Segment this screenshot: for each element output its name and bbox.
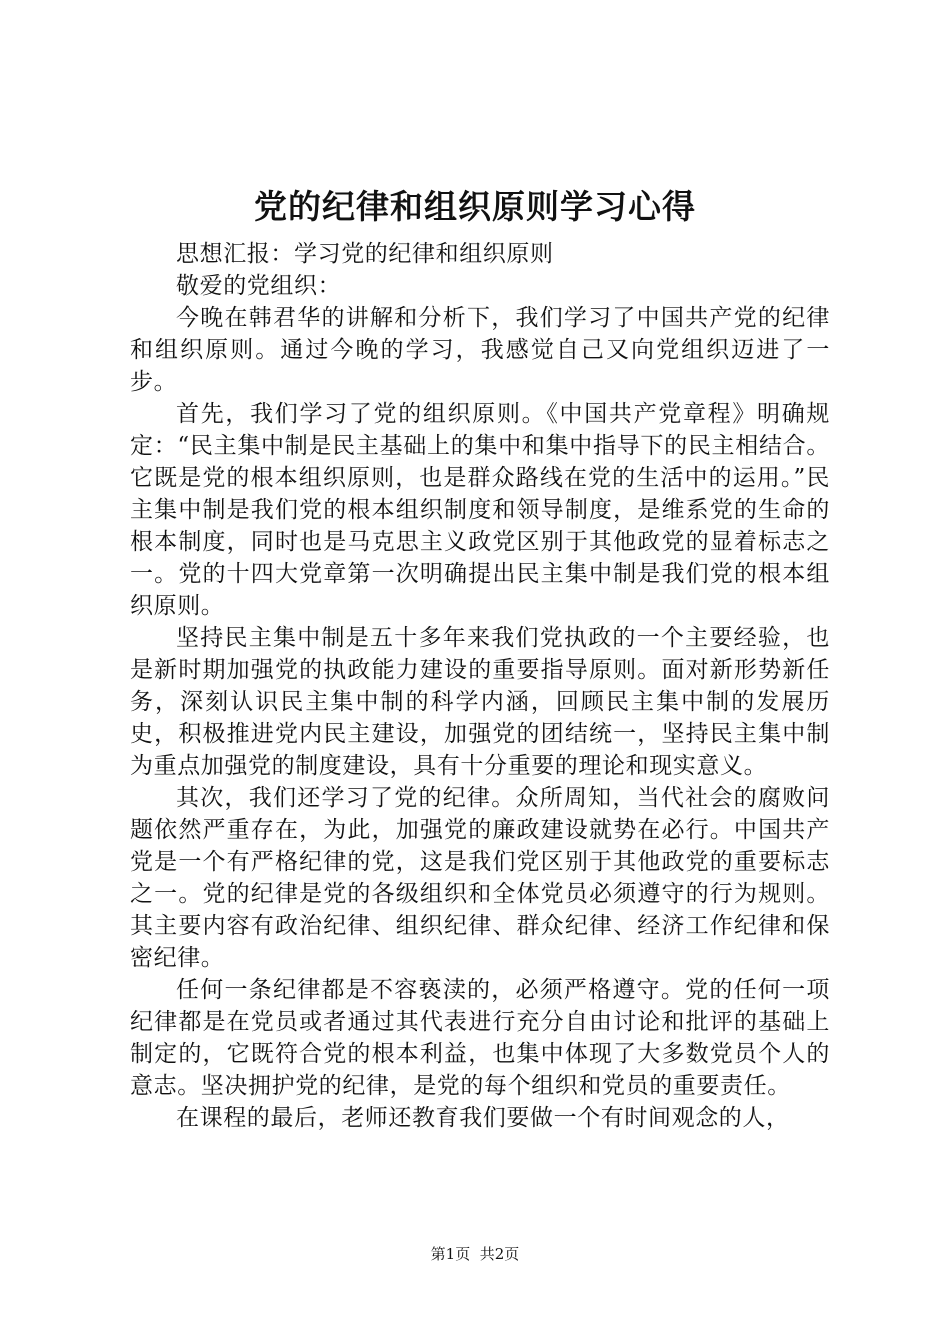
document-body bbox=[130, 238, 830, 1134]
paragraph: 在课程的最后，老师还教育我们要做一个有时间观念的人， bbox=[176, 1105, 790, 1131]
paragraph: 任何一条纪律都是不容亵渎的，必须严格遵守。党的任何一项纪律都是在党员或者通过其代表进行充分自由讨论和批评的基础上制定的，它既符合党的根本利益，也集中体现了大多数党员个人的意志。坚决拥护党的纪律，是党的每个组织和党员的重要责任。 bbox=[130, 977, 830, 1099]
page-total: 共2页 bbox=[479, 1245, 520, 1263]
paragraph: 首先，我们学习了党的组织原则。《中国共产党章程》明确规定：“民主集中制是民主基础上的集中和集中指导下的民主相结合。它既是党的根本组织原则，也是群众路线在党的生活中的运用。”民主集中制是我们党的根本组织制度和领导制度，是维系党的生命的根本制度，同时也是马克思主义政党区别于其他政党的显着标志之一。党的十四大党章第一次明确提出民主集中制是我们党的根本组织原则。 bbox=[130, 401, 830, 619]
paragraph: 坚持民主集中制是五十多年来我们党执政的一个主要经验，也是新时期加强党的执政能力建设的重要指导原则。面对新形势新任务，深刻认识民主集中制的科学内涵，回顾民主集中制的发展历史，积极推进党内民主建设，加强党的团结统一，坚持民主集中制为重点加强党的制度建设，具有十分重要的理论和现实意义。 bbox=[130, 625, 830, 779]
salutation-line: 敬爱的党组织： bbox=[176, 273, 342, 299]
paragraph: 今晚在韩君华的讲解和分析下，我们学习了中国共产党的纪律和组织原则。通过今晚的学习，我感觉自己又向党组织迈进了一步。 bbox=[130, 305, 830, 395]
document-title: 党的纪律和组织原则学习心得 bbox=[254, 187, 696, 226]
report-heading-line: 思想汇报：学习党的纪律和组织原则 bbox=[176, 241, 554, 267]
page-number: 第1页 bbox=[430, 1245, 471, 1263]
paragraph: 其次，我们还学习了党的纪律。众所周知，当代社会的腐败问题依然严重存在，为此，加强党的廉政建设就势在必行。中国共产党是一个有严格纪律的党，这是我们党区别于其他政党的重要标志之一。党的纪律是党的各级组织和全体党员必须遵守的行为规则。其主要内容有政治纪律、组织纪律、群众纪律、经济工作纪律和保密纪律。 bbox=[130, 785, 830, 971]
page-footer bbox=[0, 1244, 950, 1264]
footer-separator bbox=[470, 1245, 480, 1263]
